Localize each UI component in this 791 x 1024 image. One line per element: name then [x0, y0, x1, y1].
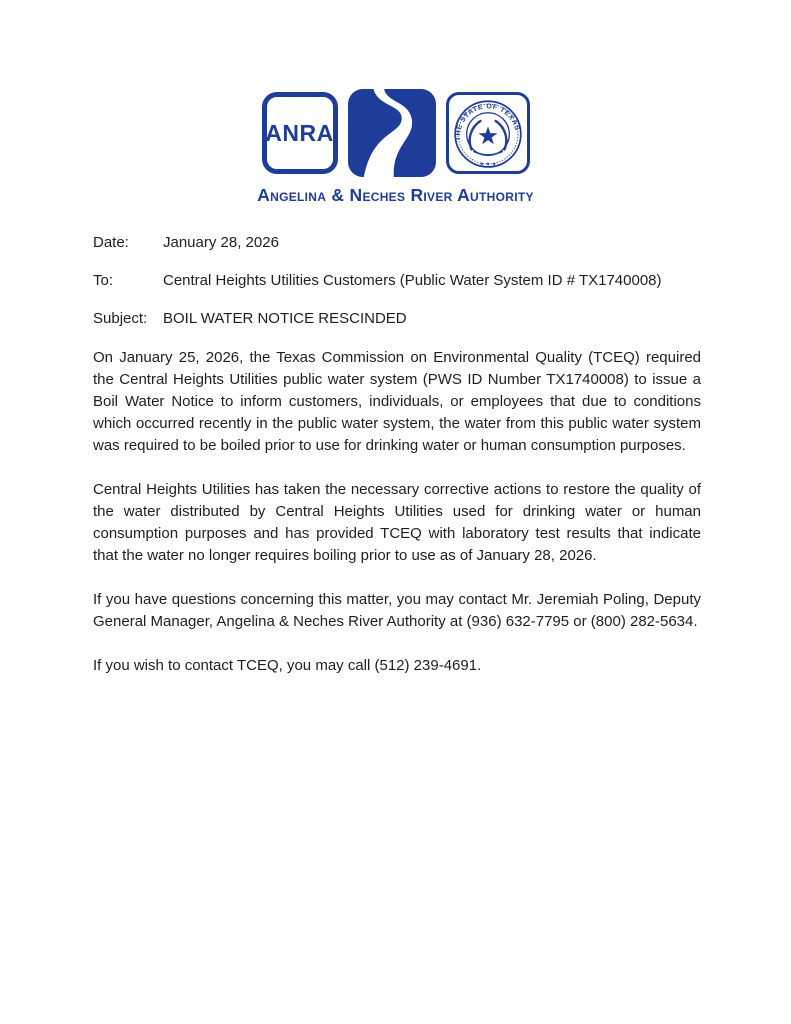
date-label: Date:: [93, 234, 129, 251]
meta-row-date: [93, 232, 701, 254]
to-value: Central Heights Utilities Customers (Public Water System ID # TX1740008): [163, 272, 662, 289]
meta-row-subject: [93, 308, 701, 330]
anra-acronym-box: [262, 92, 338, 174]
river-icon: [347, 89, 437, 177]
seal-stars: ★ ★ ★: [479, 161, 496, 168]
body-paragraph-2: Central Heights Utilities has taken the necessary corrective actions to restore the quality of the water distributed by Central Heights Utilities used for drinking water or human consumption purposes and has provided TCEQ with laboratory test results that indicate that the water no longer requires boiling prior to use as of January 28, 2026.: [93, 481, 701, 564]
letterhead: [0, 88, 791, 206]
org-name-title: Angelina & Neches River Authority: [257, 185, 534, 205]
letter-body: [93, 232, 701, 677]
subject-value: BOIL WATER NOTICE RESCINDED: [163, 310, 407, 327]
anra-logo: [262, 88, 530, 178]
texas-state-seal-icon: [453, 98, 523, 168]
subject-label: Subject:: [93, 310, 148, 327]
meta-row-to: [93, 270, 701, 292]
anra-acronym-label: ANRA: [265, 119, 334, 146]
texas-state-seal-box: [446, 92, 530, 174]
body-paragraph-4: If you wish to contact TCEQ, you may call (512) 239-4691.: [93, 657, 482, 674]
body-paragraph-1: On January 25, 2026, the Texas Commission on Environmental Quality (TCEQ) required the Central Heights Utilities public water system (PWS ID Number TX1740008) to issue a Boil Water Notice to inform customers, individuals, or employees that due to conditions which occurred recently in the public water system, the water from this public water system was required to be boiled prior to use for drinking water or human consumption purposes.: [93, 349, 701, 454]
seal-text: THE STATE OF TEXAS: [454, 103, 520, 142]
date-value: January 28, 2026: [163, 234, 279, 251]
to-label: To:: [93, 272, 114, 289]
letter-meta: [93, 232, 701, 330]
body-paragraph-3: If you have questions concerning this matter, you may contact Mr. Jeremiah Poling, Deputy General Manager, Angelina & Neches River Authority at (936) 632-7795 or (800) 282-5634.: [93, 591, 701, 630]
